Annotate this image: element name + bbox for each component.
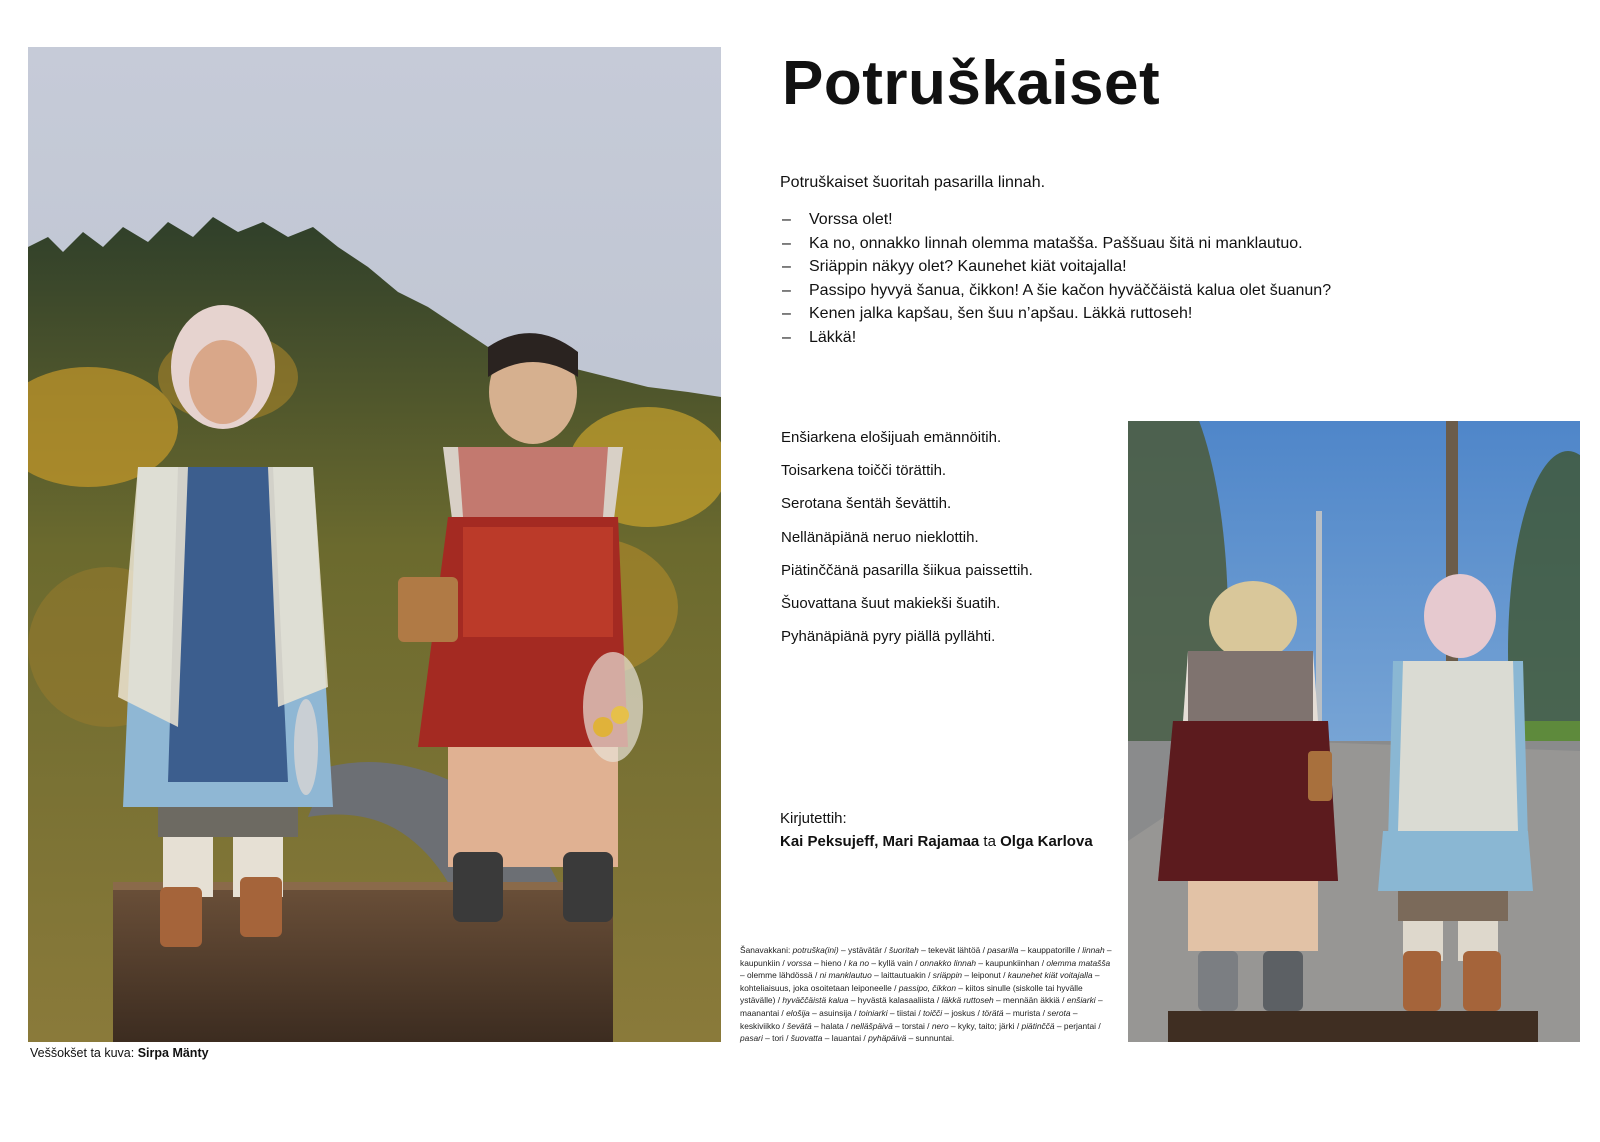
glossary-term: hyväččäistä kalua	[782, 995, 849, 1006]
glossary-term: toičči	[922, 1007, 943, 1018]
glossary-text: – lauantai /	[822, 1033, 869, 1044]
back-view-illustration	[1128, 421, 1580, 1042]
glossary-term: serota	[1047, 1007, 1071, 1018]
main-photo	[28, 47, 721, 1042]
glossary-term: pasarilla	[987, 945, 1019, 955]
glossary-text: – olemme lähdössä /	[740, 970, 820, 981]
glossary-text: – kyky, taito; järki /	[948, 1020, 1022, 1031]
dialogue-dash: –	[782, 234, 791, 252]
verse-line: Serotana šentäh ševättih.	[781, 495, 952, 513]
dialogue-text: Sriäppin näkyy olet? Kaunehet kiät voitajalla!	[809, 258, 1127, 275]
intro-text: Potruškaiset šuoritah pasarilla linnah.	[780, 174, 1046, 191]
weekday-verse	[781, 428, 1033, 660]
verse-line: Toisarkena toičči törättih.	[781, 462, 947, 480]
dialogue-line	[780, 232, 1331, 256]
glossary-term: piätinččä	[1021, 1020, 1055, 1031]
glossary-text: – laittautuakin /	[871, 970, 933, 981]
glossary-term: kaunehet kiät voitajalla	[1007, 970, 1093, 981]
glossary-text: – tiistai /	[887, 1007, 923, 1018]
glossary-term: sriäppin	[932, 970, 963, 981]
glossary-term: onnakko linnah	[919, 957, 977, 968]
glossary-text: – asuinsija /	[809, 1007, 859, 1018]
author-names-2: Olga Karlova	[1000, 833, 1093, 850]
dialogue-dash: –	[782, 211, 791, 228]
dialogue-dash: –	[782, 305, 791, 322]
dialogue-list	[780, 208, 1331, 349]
glossary-text: – kyllä vain /	[869, 957, 920, 968]
dialogue-line	[780, 255, 1331, 279]
dialogue-dash: –	[782, 258, 791, 275]
dialogue-dash: –	[782, 328, 791, 346]
glossary-term: nero	[931, 1020, 949, 1031]
dialogue-dash: –	[782, 281, 791, 299]
glossary-text: – torstai /	[892, 1020, 932, 1031]
glossary-text: – hieno /	[811, 957, 849, 968]
dialogue-line	[780, 279, 1331, 303]
authors-label: Kirjutettih:	[780, 810, 847, 827]
photo-caption	[30, 1046, 209, 1060]
dialogue-text: Vorssa olet!	[809, 211, 893, 228]
authors	[780, 833, 1093, 850]
glossary-text: – kohteliaisuus, joka osoitetaan leiponeelle /	[740, 970, 1100, 993]
glossary-text: – halata /	[811, 1020, 851, 1031]
verse-line: Šuovattana šuut makiekši šuatih.	[781, 594, 1001, 612]
glossary-term: šuoritah	[889, 945, 919, 955]
glossary-text: Šanavakkani:	[740, 945, 793, 955]
glossary-text: – kaupunkiinhan /	[976, 957, 1047, 968]
dialogue-text: Passipo hyvyä šanua, čikkon! A šie kačon hyväččäistä kalua olet šuanun?	[809, 281, 1332, 299]
glossary-text: – keskiviikko /	[740, 1007, 1078, 1031]
verse-line: Enšiarkena elošijuah emännöitih.	[781, 429, 1002, 446]
glossary-term: olemma matašša	[1046, 957, 1111, 968]
glossary-term: potruška(ini)	[792, 945, 839, 955]
glossary-term: passipo, čikkon	[898, 982, 957, 993]
glossary-text: – sunnuntai.	[906, 1033, 955, 1044]
glossary-text: – hyvästä kalasaaliista /	[848, 995, 942, 1006]
glossary-text: – kauppatorille /	[1018, 945, 1083, 955]
verse-line: Piätinččänä pasarilla šiikua paissettih.	[781, 561, 1033, 579]
glossary-term: ka no	[848, 957, 869, 968]
glossary-term: ševätä	[787, 1020, 812, 1031]
main-photo-illustration	[28, 47, 721, 1042]
verse-line: Pyhänäpiänä pyry piällä pyllähti.	[781, 628, 996, 646]
back-view-photo	[1128, 421, 1580, 1042]
dialogue-text: Ka no, onnakko linnah olemma matašša. Paššuau šitä ni manklautuo.	[809, 234, 1303, 252]
glossary-text: – perjantai /	[1054, 1020, 1101, 1031]
glossary-term: ni manklautuo	[819, 970, 872, 981]
glossary-text: – maanantai /	[740, 995, 1103, 1018]
glossary-term: nelläšpäivä	[850, 1020, 893, 1031]
glossary-text: – tori /	[762, 1033, 791, 1044]
glossary-term: toiniarki	[858, 1007, 888, 1018]
caption-label: Veššokšet ta kuva:	[30, 1046, 138, 1060]
glossary-text: – mennään äkkiä /	[993, 995, 1067, 1006]
glossary-text: – leiponut /	[962, 970, 1008, 981]
glossary-term: pyhäpäivä	[868, 1033, 907, 1044]
glossary	[740, 944, 1112, 1045]
glossary-term: linnah	[1082, 945, 1105, 955]
glossary-text: – murista /	[1003, 1007, 1048, 1018]
glossary-term: vorssa	[787, 957, 812, 968]
glossary-term: läkkä ruttoseh	[941, 995, 994, 1006]
dialogue-line	[780, 302, 1331, 326]
glossary-term: enšiarki	[1066, 995, 1096, 1006]
glossary-text: – joskus /	[942, 1007, 983, 1018]
glossary-term: elošija	[786, 1007, 810, 1018]
dialogue-text: Läkkä!	[809, 328, 857, 346]
glossary-term: pasari	[740, 1033, 763, 1044]
glossary-text: – tekevät lähtöä /	[918, 945, 988, 955]
glossary-text: – kiitos sinulle (siskolle tai hyvälle ystävälle) /	[740, 982, 1083, 1006]
glossary-term: törätä	[982, 1007, 1004, 1018]
verse-line: Nellänäpiänä neruo nieklottih.	[781, 528, 979, 546]
page-title: Potruškaiset	[782, 49, 1161, 118]
author-joiner: ta	[979, 833, 1001, 850]
dialogue-text: Kenen jalka kapšau, šen šuu n’apšau. Läkkä ruttoseh!	[809, 305, 1193, 322]
glossary-text: – kaupunkiin /	[740, 945, 1112, 968]
dialogue-line	[780, 326, 1331, 350]
caption-name: Sirpa Mänty	[137, 1046, 209, 1060]
glossary-text: – ystävätär /	[838, 945, 889, 955]
glossary-term: šuovatta	[790, 1033, 823, 1044]
author-names-1: Kai Peksujeff, Mari Rajamaa	[780, 833, 980, 850]
dialogue-line	[780, 208, 1331, 232]
